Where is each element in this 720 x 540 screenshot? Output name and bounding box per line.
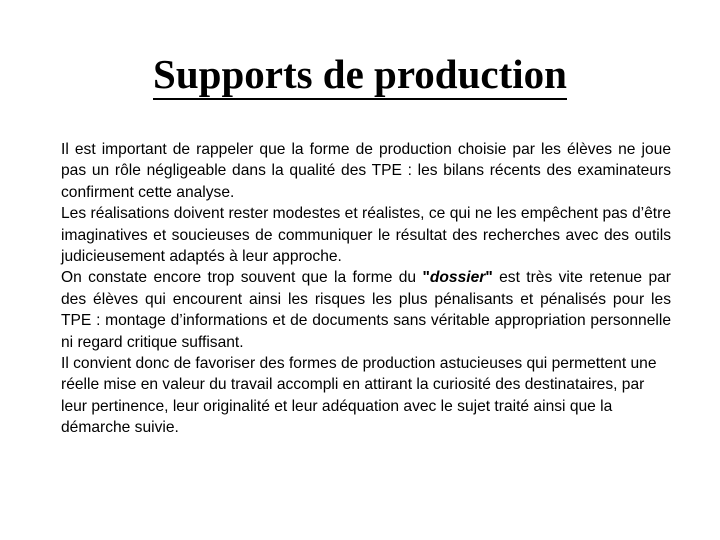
paragraph-2: Les réalisations doivent rester modestes et réalistes, ce qui ne les empêchent pas d’être imaginatives et soucieuses de communiquer le résultat des recherches avec des outils judicieusement adaptés à leur approche.: [61, 205, 671, 266]
paragraph-3-before: On constate encore trop souvent que la forme du: [61, 269, 423, 287]
paragraph-3-quote-open: ": [422, 269, 430, 287]
paragraph-4: Il convient donc de favoriser des formes de production astucieuses qui permettent une réelle mise en valeur du travail accompli en attirant la curiosité des destinataires, par leur pertinence, leur originalité et leur adéquation avec le sujet traité ainsi que la démarche suivie.: [61, 355, 657, 437]
slide-title: [0, 46, 720, 102]
slide-title-text: Supports de production: [153, 51, 567, 100]
paragraph-3-quote-close: ": [485, 269, 493, 287]
paragraph-3: [61, 267, 671, 353]
paragraph-3-emphasis: dossier: [429, 269, 486, 287]
paragraph-3-after: est très vite retenue par des élèves qui encourent ainsi les risques les plus pénalisants et pénalisés pour les TPE : montage d’informations et de documents sans véritable appropriation personnelle ni regard critique suffisant.: [61, 269, 671, 351]
paragraph-1: Il est important de rappeler que la forme de production choisie par les élèves ne joue pas un rôle négligeable dans la qualité des TPE : les bilans récents des examinateurs confirment cette analyse.: [61, 141, 671, 201]
slide-body: [61, 139, 671, 439]
